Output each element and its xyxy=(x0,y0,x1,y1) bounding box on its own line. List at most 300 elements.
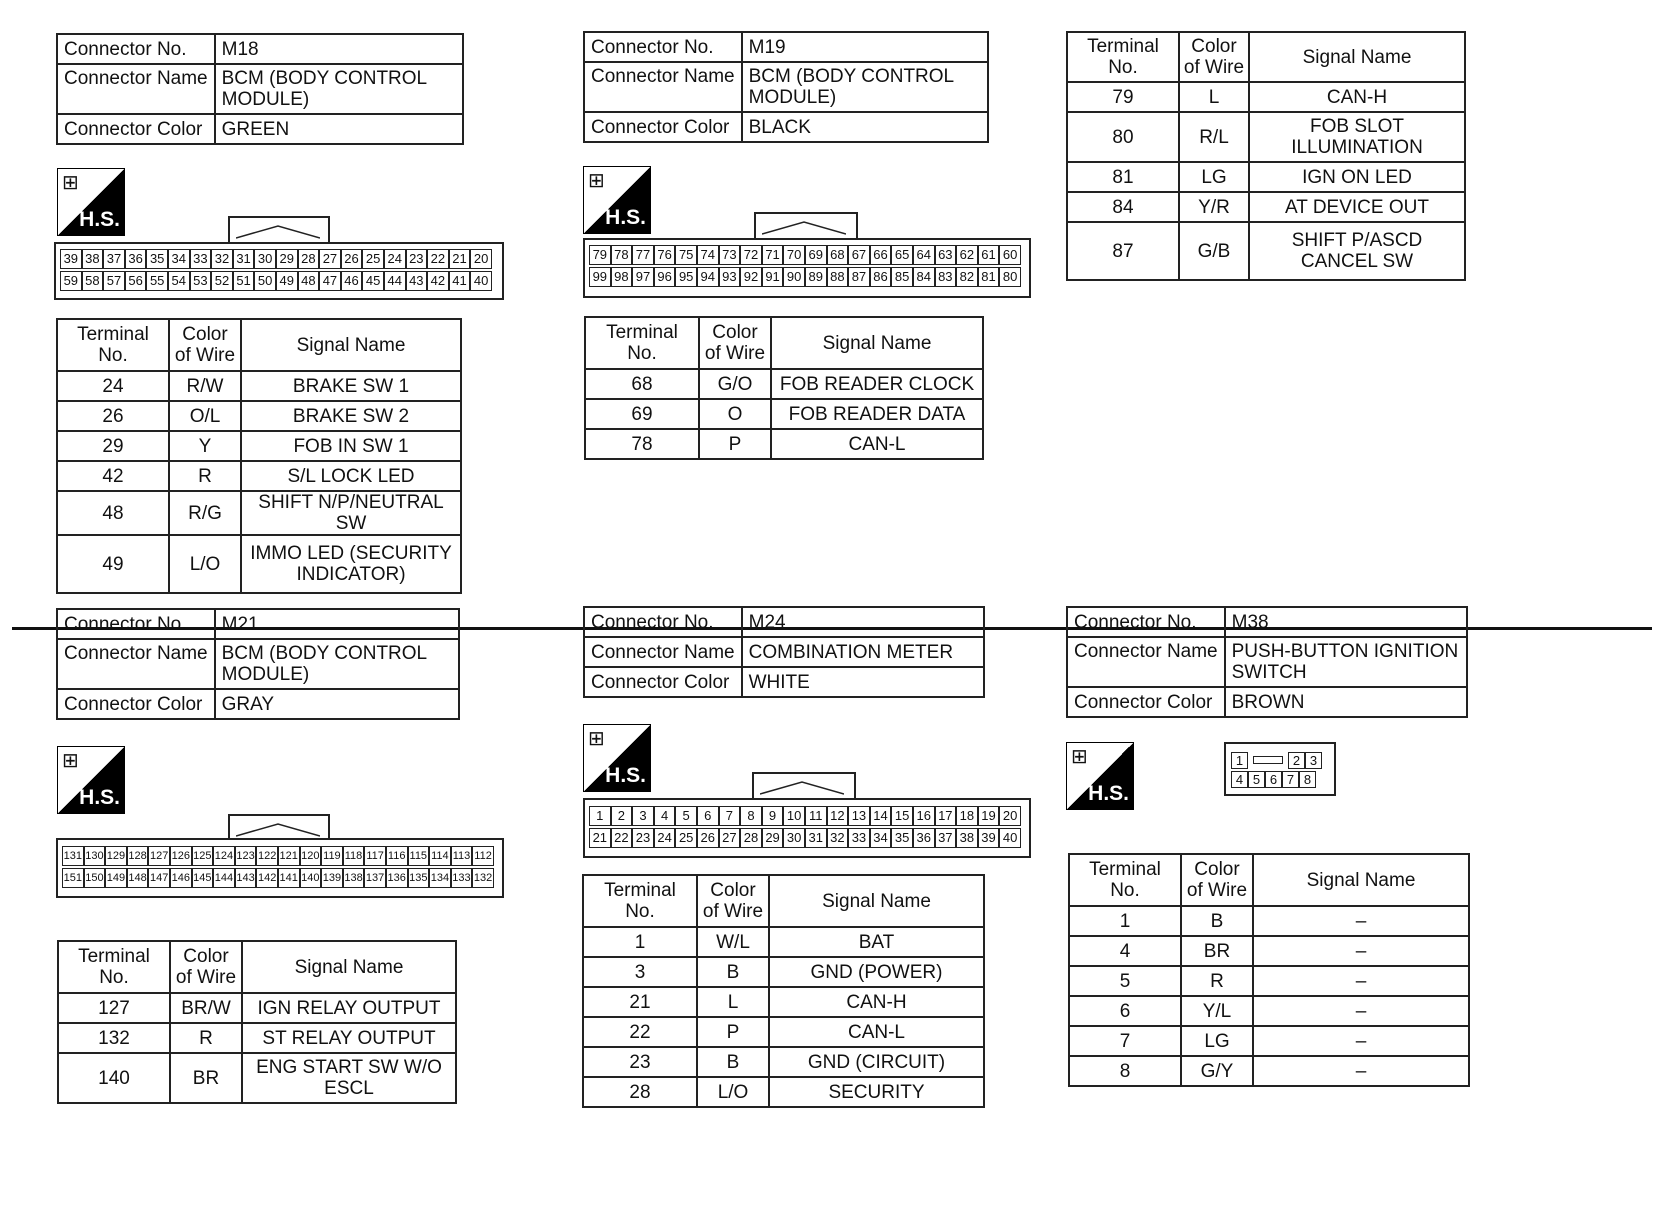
table-row xyxy=(57,491,461,535)
pin-cell: 5 xyxy=(1248,771,1265,788)
pin-cell: 43 xyxy=(406,271,428,291)
wire-color-cell: B xyxy=(697,1047,769,1077)
pin-cell: 83 xyxy=(935,267,957,287)
pin-cell: 139 xyxy=(321,868,343,888)
terminal-no-header: Terminal No. xyxy=(585,317,699,369)
pin-cell: 87 xyxy=(848,267,870,287)
pin-cell: 9 xyxy=(762,806,784,826)
pin-cell: 34 xyxy=(870,828,892,848)
signal-cell: GND (CIRCUIT) xyxy=(769,1047,984,1077)
pin-cell: 45 xyxy=(362,271,384,291)
connector-no-value: M24 xyxy=(742,607,984,637)
harness-side-badge xyxy=(1066,742,1134,810)
pin-cell: 8 xyxy=(740,806,762,826)
wire-color-cell: O xyxy=(699,399,771,429)
pin-cell: 67 xyxy=(848,245,870,265)
signal-cell: GND (POWER) xyxy=(769,957,984,987)
table-row xyxy=(1069,906,1469,936)
pin-cell: 4 xyxy=(1231,771,1248,788)
pin-cell: 97 xyxy=(632,267,654,287)
pin-cell: 141 xyxy=(278,868,300,888)
terminal-cell: 6 xyxy=(1069,996,1181,1026)
pin-cell: 92 xyxy=(740,267,762,287)
connector-no-value: M38 xyxy=(1225,607,1467,637)
pin-cell: 146 xyxy=(170,868,192,888)
m19-connector-info xyxy=(583,31,989,143)
terminal-cell: 22 xyxy=(583,1017,697,1047)
hs-label: H.S. xyxy=(79,786,120,809)
pin-cell: 127 xyxy=(148,846,170,866)
m21-pins-top xyxy=(62,846,494,866)
table-row xyxy=(57,371,461,401)
signal-cell: – xyxy=(1253,966,1469,996)
color-of-wire-header: Color of Wire xyxy=(697,875,769,927)
pin-cell: 120 xyxy=(300,846,322,866)
signal-cell: CAN-L xyxy=(769,1017,984,1047)
signal-name-header: Signal Name xyxy=(1253,854,1469,906)
connector-name-label: Connector Name xyxy=(57,64,215,114)
pin-cell: 147 xyxy=(148,868,170,888)
table-row xyxy=(57,401,461,431)
connector-no-value: M18 xyxy=(215,34,463,64)
color-of-wire-header: Color of Wire xyxy=(170,941,242,993)
pin-cell: 35 xyxy=(146,249,168,269)
color-of-wire-header: Color of Wire xyxy=(699,317,771,369)
pin-cell: 33 xyxy=(190,249,212,269)
pin-cell: 35 xyxy=(891,828,913,848)
signal-cell: IGN RELAY OUTPUT xyxy=(242,993,456,1023)
terminal-cell: 132 xyxy=(58,1023,170,1053)
pin-cell: 5 xyxy=(675,806,697,826)
connector-name-label: Connector Name xyxy=(1067,637,1225,687)
m21-signal-table xyxy=(57,940,457,1104)
connector-name-label: Connector Name xyxy=(584,62,742,112)
signal-cell: ENG START SW W/O ESCL xyxy=(242,1053,456,1103)
pin-cell: 41 xyxy=(449,271,471,291)
pin-cell: 6 xyxy=(1265,771,1282,788)
pin-cell: 30 xyxy=(254,249,276,269)
table-row xyxy=(583,927,984,957)
pin-cell: 29 xyxy=(276,249,298,269)
pin-cell: 24 xyxy=(384,249,406,269)
pin-cell: 85 xyxy=(891,267,913,287)
connector-color-value: GRAY xyxy=(215,689,459,719)
table-row xyxy=(58,993,456,1023)
pin-cell: 22 xyxy=(427,249,449,269)
pin-cell: 119 xyxy=(321,846,343,866)
pin-cell: 143 xyxy=(235,868,257,888)
table-row xyxy=(583,957,984,987)
m21-connector-info xyxy=(56,608,460,720)
terminal-cell: 68 xyxy=(585,369,699,399)
connector-color-label: Connector Color xyxy=(57,689,215,719)
connector-icon: ⊞ xyxy=(588,170,605,192)
terminal-cell: 140 xyxy=(58,1053,170,1103)
terminal-cell: 5 xyxy=(1069,966,1181,996)
connector-color-label: Connector Color xyxy=(57,114,215,144)
connector-name-label: Connector Name xyxy=(584,637,742,667)
pin-cell: 48 xyxy=(298,271,320,291)
pin-cell: 16 xyxy=(913,806,935,826)
signal-cell: FOB SLOT ILLUMINATION xyxy=(1249,112,1465,162)
pin-cell: 28 xyxy=(740,828,762,848)
pin-cell: 134 xyxy=(429,868,451,888)
pin-cell: 25 xyxy=(362,249,384,269)
pin-cell: 55 xyxy=(146,271,168,291)
pin-cell: 63 xyxy=(935,245,957,265)
signal-name-header: Signal Name xyxy=(242,941,456,993)
pin-cell: 149 xyxy=(105,868,127,888)
pin-cell: 145 xyxy=(192,868,214,888)
connector-name-value: BCM (BODY CONTROL MODULE) xyxy=(215,64,463,114)
pin-cell: 42 xyxy=(427,271,449,291)
pin-cell: 30 xyxy=(783,828,805,848)
pin-cell: 128 xyxy=(127,846,149,866)
pin-cell: 1 xyxy=(589,806,611,826)
pin-cell: 37 xyxy=(935,828,957,848)
pin-cell: 69 xyxy=(805,245,827,265)
pin-cell: 2 xyxy=(611,806,633,826)
table-row xyxy=(58,1023,456,1053)
wire-color-cell: Y/L xyxy=(1181,996,1253,1026)
harness-side-badge xyxy=(583,166,651,234)
terminal-cell: 3 xyxy=(583,957,697,987)
m38-pins-top-right xyxy=(1288,752,1322,769)
pin-cell: 70 xyxy=(783,245,805,265)
pin-cell: 64 xyxy=(913,245,935,265)
table-row xyxy=(58,1053,456,1103)
pin-cell: 33 xyxy=(848,828,870,848)
pin-cell: 150 xyxy=(84,868,106,888)
table-row xyxy=(57,461,461,491)
table-row xyxy=(585,369,983,399)
wire-color-cell: B xyxy=(697,957,769,987)
pin-cell: 57 xyxy=(103,271,125,291)
pin-cell: 7 xyxy=(719,806,741,826)
signal-cell: – xyxy=(1253,936,1469,966)
pin-cell: 112 xyxy=(472,846,494,866)
connector-icon: ⊞ xyxy=(588,728,605,750)
terminal-no-header: Terminal No. xyxy=(1069,854,1181,906)
table-row xyxy=(1067,192,1465,222)
m38-signal-table xyxy=(1068,853,1470,1087)
wire-color-cell: R xyxy=(169,461,241,491)
signal-name-header: Signal Name xyxy=(1249,32,1465,82)
connector-color-value: GREEN xyxy=(215,114,463,144)
m24-connector-info xyxy=(583,606,985,698)
pin-cell: 13 xyxy=(848,806,870,826)
wire-color-cell: R/G xyxy=(169,491,241,535)
pin-cell: 82 xyxy=(956,267,978,287)
signal-name-header: Signal Name xyxy=(771,317,983,369)
pin-cell: 27 xyxy=(319,249,341,269)
pin-cell: 52 xyxy=(211,271,233,291)
m24-pins-bottom xyxy=(589,828,1021,848)
terminal-cell: 127 xyxy=(58,993,170,1023)
pin-cell: 24 xyxy=(654,828,676,848)
terminal-cell: 81 xyxy=(1067,162,1179,192)
pin-cell: 125 xyxy=(192,846,214,866)
terminal-no-header: Terminal No. xyxy=(57,319,169,371)
connector-no-label: Connector No. xyxy=(584,607,742,637)
terminal-cell: 8 xyxy=(1069,1056,1181,1086)
pin-cell: 56 xyxy=(125,271,147,291)
pin-cell: 38 xyxy=(82,249,104,269)
latch-mark xyxy=(236,822,320,838)
signal-cell: – xyxy=(1253,996,1469,1026)
m19-signal-table-continued xyxy=(1066,31,1466,281)
pin-cell: 129 xyxy=(105,846,127,866)
table-row xyxy=(585,429,983,459)
m19-pins-bottom xyxy=(589,267,1021,287)
connector-color-value: WHITE xyxy=(742,667,984,697)
terminal-cell: 69 xyxy=(585,399,699,429)
pin-cell: 7 xyxy=(1282,771,1299,788)
pin-cell: 40 xyxy=(470,271,492,291)
pin-cell: 54 xyxy=(168,271,190,291)
wire-color-cell: L/O xyxy=(697,1077,769,1107)
wire-color-cell: L/O xyxy=(169,535,241,593)
pin-cell: 142 xyxy=(256,868,278,888)
m18-pins-top xyxy=(60,249,492,269)
signal-cell: ST RELAY OUTPUT xyxy=(242,1023,456,1053)
signal-cell: FOB READER DATA xyxy=(771,399,983,429)
pin-cell: 148 xyxy=(127,868,149,888)
pin-cell: 93 xyxy=(719,267,741,287)
table-row xyxy=(583,1047,984,1077)
pin-cell: 123 xyxy=(235,846,257,866)
table-row xyxy=(583,1017,984,1047)
pin-cell: 58 xyxy=(82,271,104,291)
m38-pins-top-left xyxy=(1231,752,1248,769)
pin-cell: 4 xyxy=(654,806,676,826)
connector-color-value: BLACK xyxy=(742,112,988,142)
pin-cell: 126 xyxy=(170,846,192,866)
signal-cell: – xyxy=(1253,906,1469,936)
terminal-cell: 84 xyxy=(1067,192,1179,222)
table-row xyxy=(583,987,984,1017)
terminal-cell: 87 xyxy=(1067,222,1179,280)
m38-latch-slot xyxy=(1253,756,1283,764)
pin-cell: 61 xyxy=(978,245,1000,265)
pin-cell: 117 xyxy=(364,846,386,866)
terminal-cell: 78 xyxy=(585,429,699,459)
pin-cell: 78 xyxy=(611,245,633,265)
terminal-cell: 29 xyxy=(57,431,169,461)
color-of-wire-header: Color of Wire xyxy=(1179,32,1249,82)
pin-cell: 144 xyxy=(213,868,235,888)
pin-cell: 90 xyxy=(783,267,805,287)
pin-cell: 138 xyxy=(343,868,365,888)
pin-cell: 21 xyxy=(449,249,471,269)
wire-color-cell: R xyxy=(1181,966,1253,996)
connector-color-label: Connector Color xyxy=(1067,687,1225,717)
wire-color-cell: LG xyxy=(1181,1026,1253,1056)
pin-cell: 91 xyxy=(762,267,784,287)
pin-cell: 26 xyxy=(697,828,719,848)
table-row xyxy=(57,431,461,461)
terminal-cell: 28 xyxy=(583,1077,697,1107)
pin-cell: 21 xyxy=(589,828,611,848)
pin-cell: 20 xyxy=(470,249,492,269)
pin-cell: 66 xyxy=(870,245,892,265)
terminal-cell: 21 xyxy=(583,987,697,1017)
pin-cell: 81 xyxy=(978,267,1000,287)
hs-label: H.S. xyxy=(79,208,120,231)
pin-cell: 59 xyxy=(60,271,82,291)
pin-cell: 114 xyxy=(429,846,451,866)
pin-cell: 50 xyxy=(254,271,276,291)
connector-name-value: BCM (BODY CONTROL MODULE) xyxy=(215,639,459,689)
pin-cell: 84 xyxy=(913,267,935,287)
pin-cell: 25 xyxy=(675,828,697,848)
signal-cell: IGN ON LED xyxy=(1249,162,1465,192)
signal-cell: IMMO LED (SECURITY INDICATOR) xyxy=(241,535,461,593)
signal-cell: – xyxy=(1253,1056,1469,1086)
table-row xyxy=(1067,112,1465,162)
pin-cell: 10 xyxy=(783,806,805,826)
wire-color-cell: G/O xyxy=(699,369,771,399)
table-row xyxy=(585,399,983,429)
wire-color-cell: B xyxy=(1181,906,1253,936)
terminal-cell: 1 xyxy=(583,927,697,957)
pin-cell: 36 xyxy=(913,828,935,848)
pin-cell: 130 xyxy=(84,846,106,866)
terminal-no-header: Terminal No. xyxy=(58,941,170,993)
connector-no-label: Connector No. xyxy=(1067,607,1225,637)
wire-color-cell: BR xyxy=(1181,936,1253,966)
pin-cell: 39 xyxy=(978,828,1000,848)
signal-cell: CAN-L xyxy=(771,429,983,459)
pin-cell: 115 xyxy=(408,846,430,866)
connector-icon: ⊞ xyxy=(1071,746,1088,768)
wire-color-cell: LG xyxy=(1179,162,1249,192)
m21-pins-bottom xyxy=(62,868,494,888)
pin-cell: 75 xyxy=(675,245,697,265)
pin-cell: 44 xyxy=(384,271,406,291)
pin-cell: 27 xyxy=(719,828,741,848)
connector-color-value: BROWN xyxy=(1225,687,1467,717)
pin-cell: 17 xyxy=(935,806,957,826)
terminal-cell: 49 xyxy=(57,535,169,593)
pin-cell: 46 xyxy=(341,271,363,291)
pin-cell: 135 xyxy=(408,868,430,888)
color-of-wire-header: Color of Wire xyxy=(169,319,241,371)
m19-signal-table xyxy=(584,316,984,460)
wire-color-cell: P xyxy=(697,1017,769,1047)
signal-cell: SHIFT N/P/NEUTRAL SW xyxy=(241,491,461,535)
pin-cell: 6 xyxy=(697,806,719,826)
pin-cell: 2 xyxy=(1288,752,1305,769)
pin-cell: 12 xyxy=(827,806,849,826)
m18-connector-info xyxy=(56,33,464,145)
table-row xyxy=(1069,996,1469,1026)
pin-cell: 137 xyxy=(364,868,386,888)
pin-cell: 1 xyxy=(1231,752,1248,769)
signal-cell: BAT xyxy=(769,927,984,957)
pin-cell: 95 xyxy=(675,267,697,287)
terminal-cell: 24 xyxy=(57,371,169,401)
pin-cell: 28 xyxy=(298,249,320,269)
m18-signal-table xyxy=(56,318,462,594)
pin-cell: 18 xyxy=(956,806,978,826)
terminal-cell: 1 xyxy=(1069,906,1181,936)
pin-cell: 122 xyxy=(256,846,278,866)
pin-cell: 118 xyxy=(343,846,365,866)
table-row xyxy=(1069,1026,1469,1056)
connector-name-value: BCM (BODY CONTROL MODULE) xyxy=(742,62,988,112)
latch-mark xyxy=(760,780,844,796)
table-row xyxy=(1067,222,1465,280)
pin-cell: 51 xyxy=(233,271,255,291)
terminal-cell: 79 xyxy=(1067,82,1179,112)
pin-cell: 32 xyxy=(211,249,233,269)
terminal-cell: 42 xyxy=(57,461,169,491)
signal-name-header: Signal Name xyxy=(769,875,984,927)
pin-cell: 53 xyxy=(190,271,212,291)
hs-label: H.S. xyxy=(1088,782,1129,805)
wire-color-cell: O/L xyxy=(169,401,241,431)
pin-cell: 23 xyxy=(406,249,428,269)
pin-cell: 15 xyxy=(891,806,913,826)
connector-color-label: Connector Color xyxy=(584,112,742,142)
connector-name-value: COMBINATION METER xyxy=(742,637,984,667)
pin-cell: 80 xyxy=(999,267,1021,287)
signal-cell: CAN-H xyxy=(769,987,984,1017)
wire-color-cell: G/Y xyxy=(1181,1056,1253,1086)
wire-color-cell: Y/R xyxy=(1179,192,1249,222)
harness-side-badge xyxy=(583,724,651,792)
wire-color-cell: L xyxy=(697,987,769,1017)
table-row xyxy=(1069,966,1469,996)
m38-pins-bottom xyxy=(1231,771,1316,788)
m38-connector-info xyxy=(1066,606,1468,718)
table-row xyxy=(1067,82,1465,112)
pin-cell: 20 xyxy=(999,806,1021,826)
pin-cell: 88 xyxy=(827,267,849,287)
pin-cell: 99 xyxy=(589,267,611,287)
table-row xyxy=(1067,162,1465,192)
pin-cell: 98 xyxy=(611,267,633,287)
latch-mark xyxy=(762,220,846,236)
pin-cell: 62 xyxy=(956,245,978,265)
connector-no-label: Connector No. xyxy=(584,32,742,62)
pin-cell: 68 xyxy=(827,245,849,265)
connector-no-value: M21 xyxy=(215,609,459,639)
m18-pins-bottom xyxy=(60,271,492,291)
connector-no-label: Connector No. xyxy=(57,609,215,639)
pin-cell: 96 xyxy=(654,267,676,287)
pin-cell: 131 xyxy=(62,846,84,866)
pin-cell: 140 xyxy=(300,868,322,888)
m24-signal-table xyxy=(582,874,985,1108)
connector-no-label: Connector No. xyxy=(57,34,215,64)
signal-cell: BRAKE SW 1 xyxy=(241,371,461,401)
pin-cell: 49 xyxy=(276,271,298,291)
pin-cell: 79 xyxy=(589,245,611,265)
hs-label: H.S. xyxy=(605,764,646,787)
signal-cell: AT DEVICE OUT xyxy=(1249,192,1465,222)
pin-cell: 32 xyxy=(827,828,849,848)
terminal-cell: 23 xyxy=(583,1047,697,1077)
signal-cell: FOB READER CLOCK xyxy=(771,369,983,399)
pin-cell: 86 xyxy=(870,267,892,287)
m24-pins-top xyxy=(589,806,1021,826)
signal-cell: SECURITY xyxy=(769,1077,984,1107)
terminal-cell: 4 xyxy=(1069,936,1181,966)
pin-cell: 22 xyxy=(611,828,633,848)
pin-cell: 136 xyxy=(386,868,408,888)
